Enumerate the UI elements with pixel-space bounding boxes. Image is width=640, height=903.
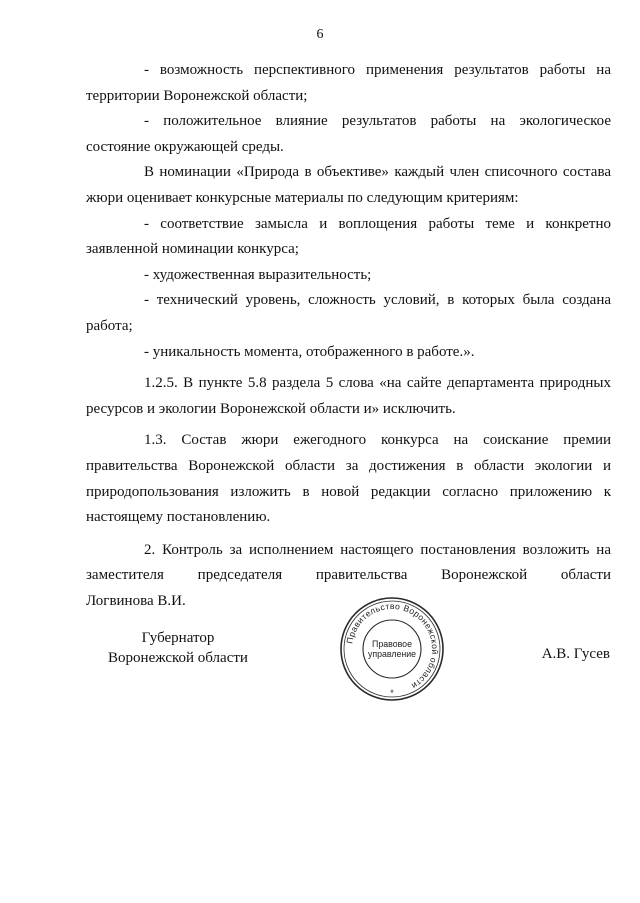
paragraph: - возможность перспективного применения результатов работы на территории Воронежской области; bbox=[86, 62, 611, 104]
paragraph: В номинации «Природа в объективе» каждый член списочного состава жюри оценивает конкурсные материалы по следующим критериям: bbox=[86, 164, 611, 206]
stamp-center-text: управление bbox=[367, 649, 417, 659]
paragraph: 2. Контроль за исполнением настоящего постановления возложить на заместителя председателя правительства Воронежской области bbox=[86, 541, 611, 584]
signatory-title-line: Воронежской области bbox=[108, 650, 248, 666]
signatory-title-line: Губернатор bbox=[141, 630, 215, 646]
paragraph: - соответствие замысла и воплощения работы теме и конкретно заявленной номинации конкурса; bbox=[86, 215, 611, 258]
paragraph: - уникальность момента, отображенного в работе.». bbox=[144, 343, 475, 360]
document-body bbox=[86, 58, 611, 614]
paragraph: - технический уровень, сложность условий, в которых была создана работа; bbox=[86, 292, 611, 334]
page-number: 6 bbox=[316, 27, 324, 42]
paragraph: - положительное влияние результатов работы на экологическое состояние окружающей среды. bbox=[86, 113, 611, 155]
signatory-name: А.В. Гусев bbox=[541, 646, 610, 662]
paragraph: 1.3. Состав жюри ежегодного конкурса на соискание премии правительства Воронежской области за достижения в области экологии и природопользования изложить в новой редакции согласно приложению к настоящему постановлению. bbox=[86, 432, 611, 526]
official-stamp bbox=[338, 595, 446, 703]
stamp-ring-text: Правительство Воронежской области bbox=[344, 600, 441, 692]
stamp-star: * bbox=[390, 688, 394, 698]
signatory-title bbox=[88, 628, 268, 668]
paragraph: 1.2.5. В пункте 5.8 раздела 5 слова «на сайте департамента природных ресурсов и экологии Воронежской области и» исключить. bbox=[86, 375, 611, 417]
paragraph: Логвинова В.И. bbox=[86, 592, 186, 609]
stamp-center-text: Правовое bbox=[372, 639, 412, 649]
signature-block bbox=[0, 628, 640, 708]
paragraph: - художественная выразительность; bbox=[144, 266, 372, 283]
